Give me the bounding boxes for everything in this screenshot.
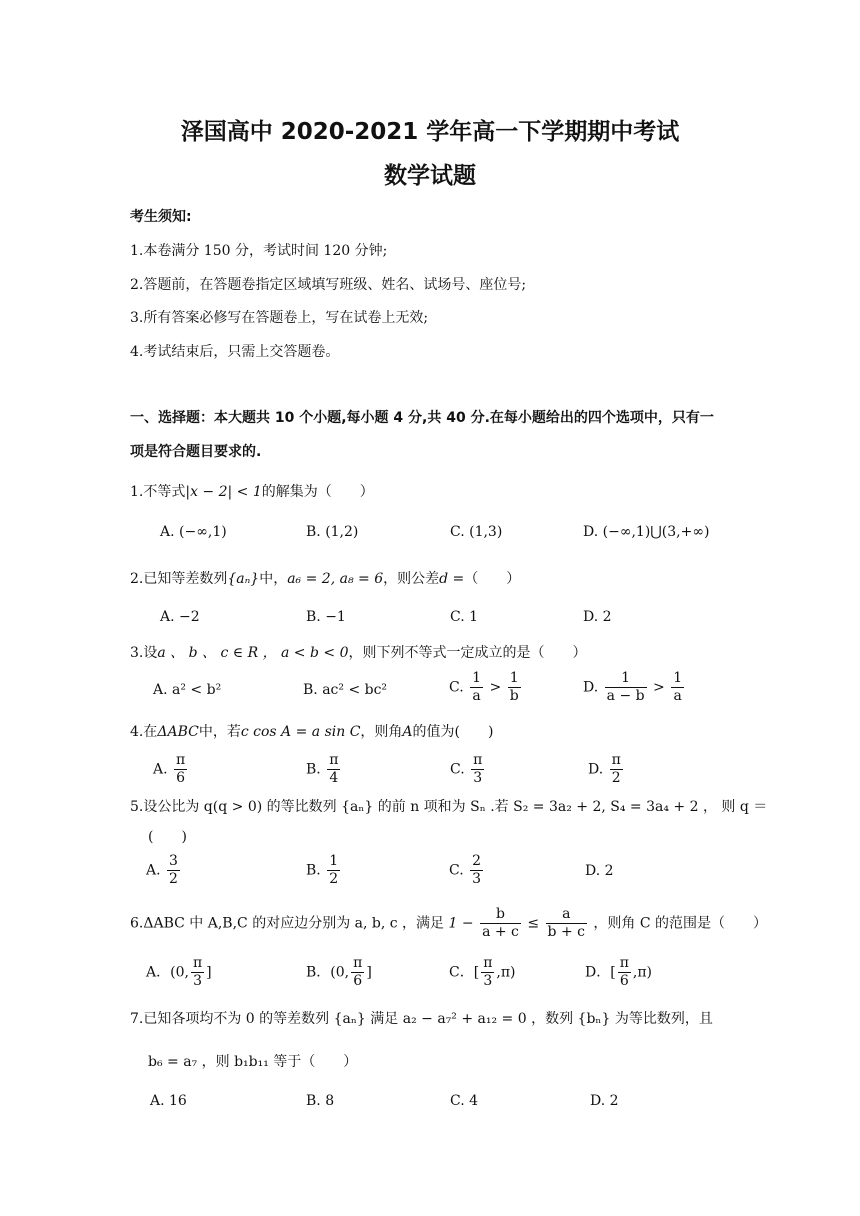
fraction: $\frac{\pi}{2}$: [611, 752, 621, 786]
fraction: $\frac{\pi}{4}$: [329, 752, 339, 786]
notice-item: 2.答题前，在答题卷指定区域填写班级、姓名、试场号、座位号;: [130, 277, 527, 293]
q6-option-c: C．[ $\frac{\pi}{3}$ ,π): [449, 955, 516, 989]
q3-option-b: B. ac² < bc²: [303, 682, 388, 698]
q5-option-a: A. $\frac{3}{2}$: [146, 853, 178, 887]
q4-option-b: B. $\frac{\pi}{4}$: [306, 752, 339, 786]
q2-option-a: A. −2: [160, 609, 200, 625]
notice-heading: 考生须知:: [130, 209, 192, 225]
notice-item: 1.本卷满分 150 分，考试时间 120 分钟;: [130, 243, 388, 259]
q5-option-d: D. 2: [585, 863, 614, 879]
fraction: $\frac{1}{a}$: [673, 670, 683, 704]
q6-option-a: A．(0, $\frac{\pi}{3}$ ]: [146, 955, 212, 989]
q5-option-b: B. $\frac{1}{2}$: [306, 853, 339, 887]
q7-option-d: D. 2: [590, 1093, 619, 1109]
fraction: $\frac{\pi}{3}$: [483, 955, 493, 989]
fraction: $\frac{1}{2}$: [329, 853, 339, 887]
question-4-stem: 4.在ΔABC中，若c cos A = a sin C，则角A的值为( ): [130, 724, 494, 740]
q7-option-b: B. 8: [306, 1093, 335, 1109]
question-7-stem-cont: b₆ = a₇ ，则 b₁b₁₁ 等于（ ）: [148, 1054, 358, 1070]
q1-option-d: D. (−∞,1)⋃(3,+∞): [583, 524, 710, 540]
q6-option-d: D．[ $\frac{\pi}{6}$ ,π): [585, 955, 653, 989]
q1-option-c: C. (1,3): [450, 524, 503, 540]
fraction: $\frac{\pi}{3}$: [192, 955, 203, 989]
fraction: $\frac{2}{3}$: [472, 853, 482, 887]
fraction: $\frac{1}{a}$: [472, 670, 482, 704]
section-intro: 项是符合题目要求的.: [130, 444, 262, 460]
q1-option-a: A. (−∞,1): [160, 524, 227, 540]
fraction: $\frac{3}{2}$: [169, 853, 178, 887]
q3-option-a: A. a² < b²: [153, 682, 222, 698]
q2-option-c: C. 1: [450, 609, 479, 625]
fraction: $\frac{1}{a - b}$: [606, 670, 645, 704]
question-1-stem: 1.不等式|x − 2| < 1的解集为（ ）: [130, 484, 374, 500]
question-7-stem: 7.已知各项均不为 0 的等差数列 {aₙ} 满足 a₂ − a₇² + a₁₂ = 0 ，数列 {bₙ} 为等比数列，且: [130, 1011, 713, 1027]
exam-title: 泽国高中 2020-2021 学年高一下学期期中考试: [180, 119, 680, 145]
fraction: $\frac{b}{a + c}$: [482, 906, 519, 940]
q4-option-d: D. $\frac{\pi}{2}$: [588, 752, 621, 786]
q6-option-b: B．(0, $\frac{\pi}{6}$ ]: [306, 955, 372, 989]
q2-option-d: D. 2: [583, 609, 612, 625]
question-2-stem: 2.已知等差数列{aₙ}中，a₆ = 2, a₈ = 6，则公差d =（ ）: [130, 571, 521, 587]
fraction: $\frac{\pi}{6}$: [619, 955, 629, 989]
notice-item: 3.所有答案必修写在答题卷上，写在试卷上无效;: [130, 310, 429, 326]
section-intro: 一、选择题：本大题共 10 个小题,每小题 4 分,共 40 分.在每小题给出的四个选项中，只有一: [130, 410, 714, 426]
q5-option-c: C. $\frac{2}{3}$: [449, 853, 482, 887]
q7-option-c: C. 4: [450, 1093, 479, 1109]
question-6-stem: 6.ΔABC 中 A,B,C 的对应边分别为 a, b, c ，满足 1 − $\frac{b}{a + c}$ ≤ $\frac{a}{b + c}$ ，则角 C 的范围是（ ）: [130, 906, 768, 940]
q2-option-b: B. −1: [306, 609, 346, 625]
question-3-stem: 3.设a 、 b 、 c ∈ R ， a < b < 0，则下列不等式一定成立的是（ ）: [130, 645, 587, 661]
question-5-stem: 5.设公比为 q(q > 0) 的等比数列 {aₙ} 的前 n 项和为 Sₙ .若 S₂ = 3a₂ + 2, S₄ = 3a₄ + 2 ， 则 q ＝: [130, 799, 768, 815]
fraction: $\frac{1}{b}$: [509, 670, 519, 704]
exam-subtitle: 数学试题: [384, 163, 476, 189]
fraction: $\frac{\pi}{6}$: [353, 955, 363, 989]
q3-option-c: C. $\frac{1}{a}$ > $\frac{1}{b}$: [449, 670, 519, 704]
fraction: $\frac{\pi}{6}$: [176, 752, 186, 786]
q3-option-d: D. $\frac{1}{a - b}$ > $\frac{1}{a}$: [583, 670, 683, 704]
q7-option-a: A. 16: [150, 1093, 187, 1109]
fraction: $\frac{\pi}{3}$: [473, 752, 483, 786]
notice-item: 4.考试结束后，只需上交答题卷。: [130, 344, 340, 360]
fraction: $\frac{a}{b + c}$: [547, 906, 585, 940]
q4-option-a: A. $\frac{\pi}{6}$: [153, 752, 186, 786]
q4-option-c: C. $\frac{\pi}{3}$: [450, 752, 483, 786]
question-5-stem-cont: ( ): [148, 829, 187, 845]
q1-option-b: B. (1,2): [306, 524, 359, 540]
